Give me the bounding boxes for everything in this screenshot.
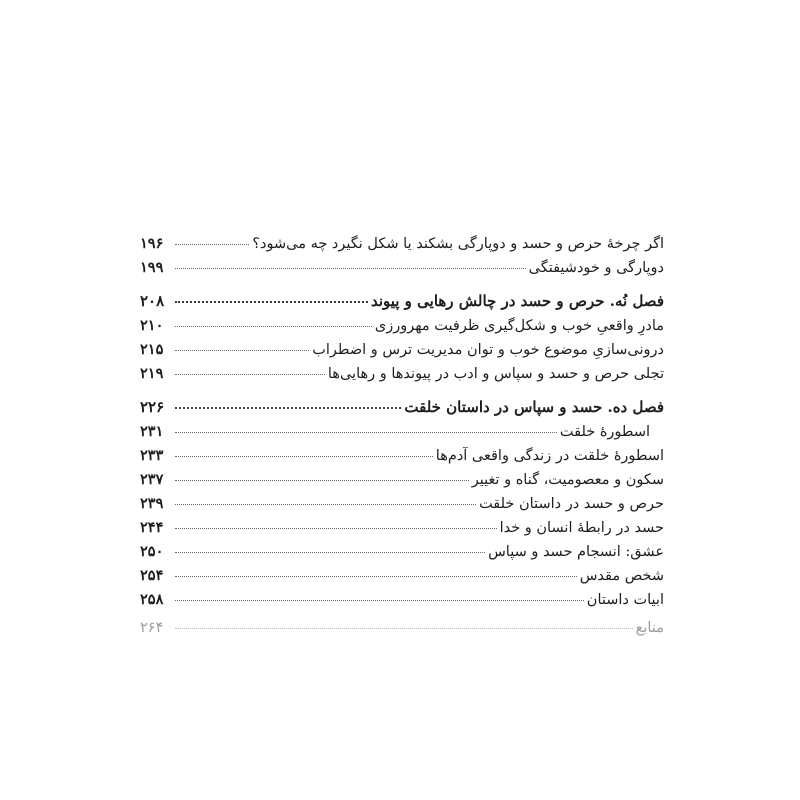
toc-entry-title: مادرِ واقعیِ خوب و شکل‌گیری ظرفیت مهرورزی bbox=[374, 318, 664, 334]
toc-entry bbox=[140, 588, 664, 612]
toc-entry-page: ۲۵۸ bbox=[140, 591, 164, 608]
dot-leader bbox=[175, 480, 469, 481]
toc-entry-page: ۲۳۹ bbox=[140, 495, 164, 512]
dot-leader bbox=[175, 456, 433, 457]
toc-chapter-page: ۲۲۶ bbox=[140, 398, 165, 416]
dot-leader bbox=[175, 504, 476, 505]
toc-entry-page: ۲۳۷ bbox=[140, 471, 164, 488]
toc-entry-page: ۲۱۵ bbox=[140, 341, 164, 358]
dot-leader bbox=[175, 244, 249, 245]
toc-entry-title: عشق: انسجام حسد و سپاس bbox=[488, 544, 664, 560]
toc-entry-title: اسطورهٔ خلقت در زندگی واقعی آدم‌ها bbox=[435, 448, 664, 464]
toc-entry-page: ۲۳۱ bbox=[140, 423, 164, 440]
table-of-contents bbox=[140, 232, 664, 640]
dot-leader bbox=[175, 350, 309, 351]
toc-entry bbox=[140, 492, 664, 516]
toc-entry-title: اسطورهٔ خلقت bbox=[559, 424, 650, 440]
toc-entry bbox=[140, 444, 664, 468]
dot-leader bbox=[175, 552, 485, 553]
toc-entry bbox=[140, 468, 664, 492]
toc-entry-title: حرص و حسد در داستان خلقت bbox=[479, 496, 664, 512]
toc-entry bbox=[140, 338, 664, 362]
toc-entry-page: ۲۱۰ bbox=[140, 317, 164, 334]
dot-leader bbox=[175, 326, 372, 327]
dot-leader bbox=[175, 576, 577, 577]
toc-chapter-heading bbox=[140, 288, 664, 314]
toc-entry bbox=[140, 564, 664, 588]
toc-chapter-page: ۲۰۸ bbox=[140, 292, 165, 310]
toc-entry-title: دوپارگی و خودشیفتگی bbox=[528, 260, 664, 276]
toc-entry bbox=[140, 420, 664, 444]
dot-leader bbox=[175, 600, 584, 601]
dot-leader bbox=[175, 528, 497, 529]
toc-entry-page: ۱۹۶ bbox=[140, 235, 164, 252]
dot-leader bbox=[175, 374, 325, 375]
dot-leader bbox=[175, 432, 557, 433]
toc-entry-title: شخص مقدس bbox=[579, 568, 664, 584]
dot-leader bbox=[175, 268, 526, 269]
toc-chapter-heading bbox=[140, 394, 664, 420]
dot-leader bbox=[175, 407, 401, 409]
toc-entry-page: ۲۵۴ bbox=[140, 567, 164, 584]
toc-entry bbox=[140, 516, 664, 540]
toc-entry-page: ۲۳۳ bbox=[140, 447, 164, 464]
toc-entry-page: ۲۶۴ bbox=[140, 620, 164, 636]
toc-entry-title: تجلی حرص و حسد و سپاس و ادب در پیوندها و رهایی‌ها bbox=[327, 366, 664, 382]
toc-entry-title: اگر چرخهٔ حرص و حسد و دوپارگی بشکند یا شکل نگیرد چه می‌شود؟ bbox=[252, 236, 664, 252]
dot-leader bbox=[175, 628, 633, 629]
toc-entry bbox=[140, 314, 664, 338]
toc-entry bbox=[140, 540, 664, 564]
toc-chapter-title: فصل نُه. حرص و حسد در چالش رهایی و پیوند bbox=[370, 292, 664, 310]
toc-entry-title: ابیات داستان bbox=[586, 592, 664, 608]
toc-entry bbox=[140, 362, 664, 386]
toc-entry bbox=[140, 256, 664, 280]
toc-entry-title: درونی‌سازیِ موضوع خوب و توان مدیریت ترس و اضطراب bbox=[312, 342, 664, 358]
toc-entry-page: ۲۴۴ bbox=[140, 519, 164, 536]
toc-entry-page: ۲۱۹ bbox=[140, 365, 164, 382]
toc-entry-title: حسد در رابطهٔ انسان و خدا bbox=[499, 520, 664, 536]
toc-entry-page: ۱۹۹ bbox=[140, 259, 164, 276]
toc-entry-references bbox=[140, 616, 664, 640]
dot-leader bbox=[175, 301, 368, 303]
toc-entry bbox=[140, 232, 664, 256]
toc-entry-title: سکون و معصومیت، گناه و تغییر bbox=[471, 472, 664, 488]
toc-entry-page: ۲۵۰ bbox=[140, 543, 164, 560]
toc-chapter-title: فصل ده. حسد و سپاس در داستان خلقت bbox=[404, 398, 664, 416]
toc-entry-title: منابع bbox=[635, 620, 664, 636]
